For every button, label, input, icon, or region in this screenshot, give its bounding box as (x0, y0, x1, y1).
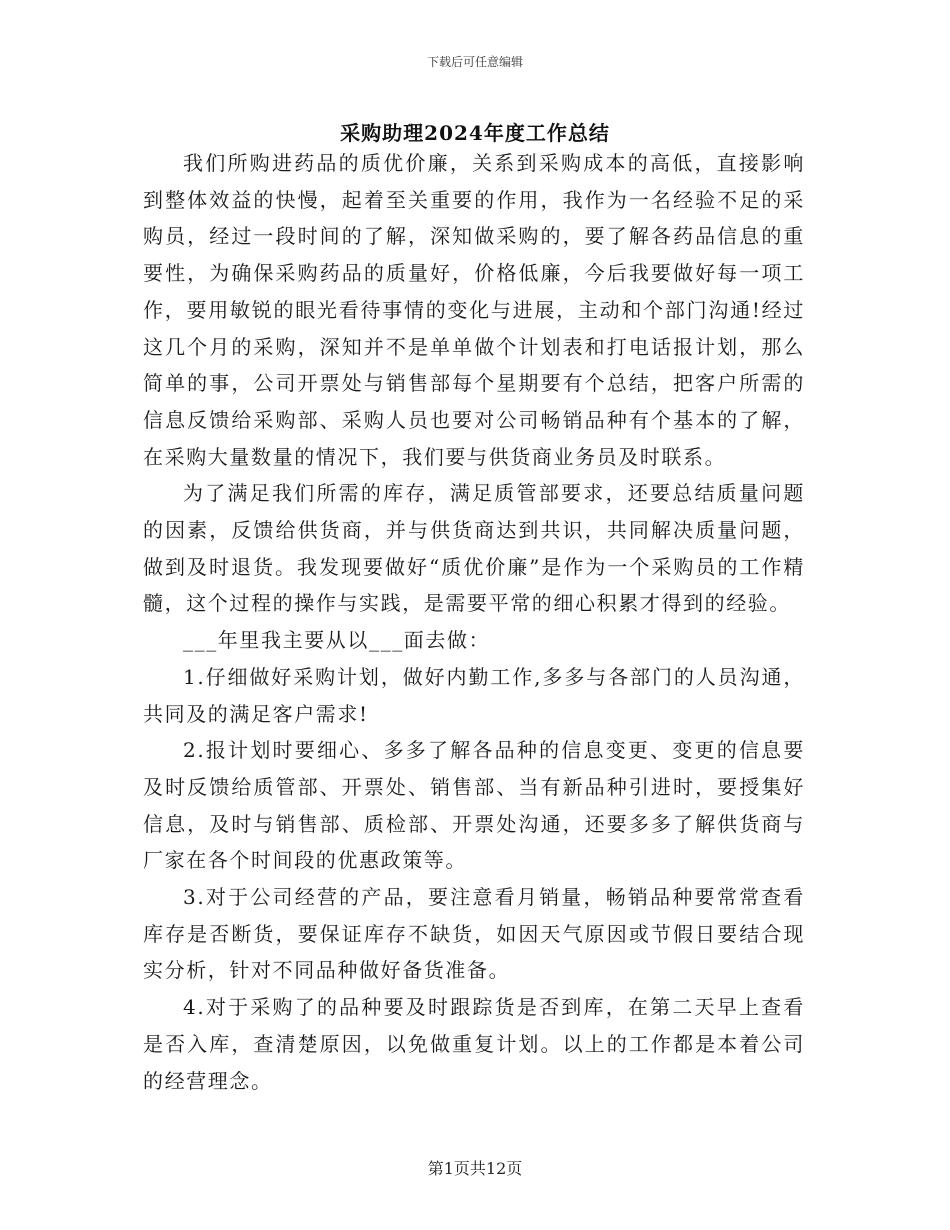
paragraph: 为了满足我们所需的库存，满足质管部要求，还要总结质量问题的因素，反馈给供货商，并与供货商达到共识，共同解决质量问题，做到及时退货。我发现要做好“质优价廉”是作为一个采购员的工作精髓，这个过程的操作与实践，是需要平常的细心积累才得到的经验。 (143, 481, 805, 616)
paragraph: 我们所购进药品的质优价廉，关系到采购成本的高低，直接影响到整体效益的快慢，起着至关重要的作用，我作为一名经验不足的采购员，经过一段时间的了解，深知做采购的，要了解各药品信息的重要性，为确保采购药品的质量好，价格低廉，今后我要做好每一项工作，要用敏锐的眼光看待事情的变化与进展，主动和个部门沟通!经过这几个月的采购，深知并不是单单做个计划表和打电话报计划，那么简单的事，公司开票处与销售部每个星期要有个总结，把客户所需的信息反馈给采购部、采购人员也要对公司畅销品种有个基本的了解，在采购大量数量的情况下，我们要与供货商业务员及时联系。 (143, 151, 805, 469)
page-number: 第1页共12页 (427, 1159, 523, 1178)
list-item: 2.报计划时要细心、多多了解各品种的信息变更、变更的信息要及时反馈给质管部、开票处、销售部、当有新品种引进时，要授集好信息，及时与销售部、质检部、开票处沟通，还要多多了解供货商与厂家在各个时间段的优惠政策等。 (143, 738, 805, 873)
paragraph: ___年里我主要从以___面去做： (183, 628, 491, 653)
document-title: 采购助理2024年度工作总结 (340, 121, 610, 145)
list-item: 3.对于公司经营的产品，要注意看月销量，畅销品种要常常查看库存是否断货，要保证库存不缺货，如因天气原因或节假日要结合现实分析，针对不同品种做好备货准备。 (143, 885, 805, 983)
list-item: 4.对于采购了的品种要及时跟踪货是否到库，在第二天早上查看是否入库，查清楚原因，以免做重复计划。以上的工作都是本着公司的经营理念。 (143, 995, 805, 1093)
document-body (143, 145, 805, 1099)
list-item: 1.仔细做好采购计划，做好内勤工作,多多与各部门的人员沟通，共同及的满足客户需求! (143, 664, 805, 726)
header-note: 下载后可任意编辑 (426, 55, 523, 69)
